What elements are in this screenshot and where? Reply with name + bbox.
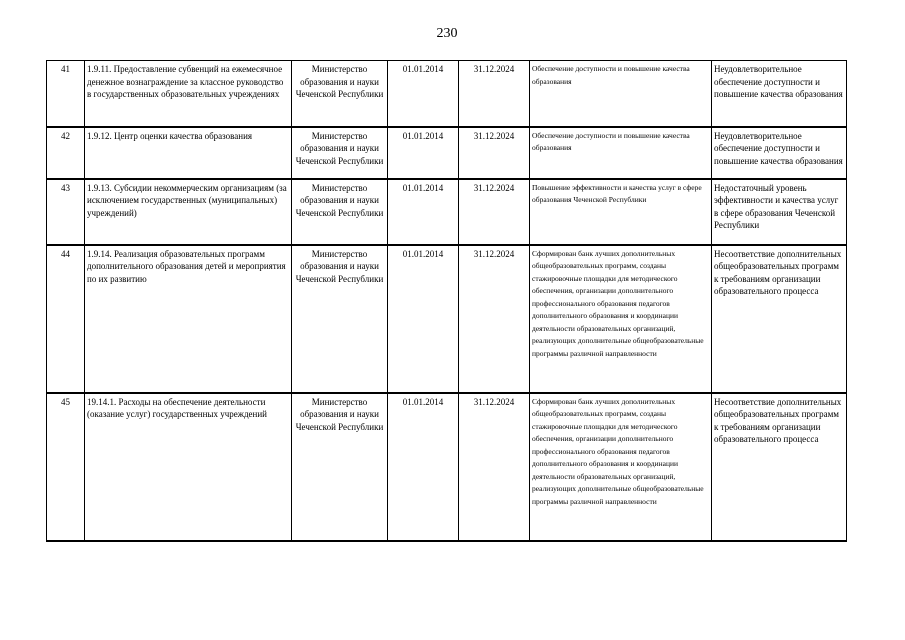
- row-number: 45: [47, 393, 85, 541]
- non-implementation-consequence: Недостаточный уровень эффективности и качества услуг в сфере образования Чеченской Республики: [712, 179, 847, 245]
- activity-name: 19.14.1. Расходы на обеспечение деятельности (оказание услуг) государственных учреждений: [85, 393, 292, 541]
- start-date: 01.01.2014: [388, 245, 459, 393]
- row-number: 42: [47, 127, 85, 179]
- responsible-executor: Министерство образования и науки Чеченской Республики: [292, 127, 388, 179]
- responsible-executor: Министерство образования и науки Чеченской Республики: [292, 61, 388, 127]
- table-row: [47, 393, 847, 541]
- row-number: 41: [47, 61, 85, 127]
- responsible-executor: Министерство образования и науки Чеченской Республики: [292, 179, 388, 245]
- start-date: 01.01.2014: [388, 127, 459, 179]
- expected-result: Сформирован банк лучших дополнительных общеобразовательных программ, созданы стажировочные площадки для методического обеспечения, организации дополнительного профессионального образования педагогов дополнительного образования и координации деятельности образовательных организаций, реализующих дополнительные общеобразовательные программы различной направленности: [530, 245, 712, 393]
- non-implementation-consequence: Неудовлетворительное обеспечение доступности и повышение качества образования: [712, 127, 847, 179]
- row-number: 44: [47, 245, 85, 393]
- expected-result: Обеспечение доступности и повышение качества образования: [530, 127, 712, 179]
- program-activities-table: [46, 60, 847, 542]
- activity-name: 1.9.13. Субсидии некоммерческим организациям (за исключением государственных (муниципальных) учреждений): [85, 179, 292, 245]
- start-date: 01.01.2014: [388, 61, 459, 127]
- table-row: [47, 179, 847, 245]
- activity-name: 1.9.14. Реализация образовательных программ дополнительного образования детей и мероприятия по их развитию: [85, 245, 292, 393]
- non-implementation-consequence: Неудовлетворительное обеспечение доступности и повышение качества образования: [712, 61, 847, 127]
- end-date: 31.12.2024: [459, 127, 530, 179]
- end-date: 31.12.2024: [459, 179, 530, 245]
- table-row: [47, 61, 847, 127]
- non-implementation-consequence: Несоответствие дополнительных общеобразовательных программ к требованиям организации образовательного процесса: [712, 245, 847, 393]
- responsible-executor: Министерство образования и науки Чеченской Республики: [292, 393, 388, 541]
- expected-result: Сформирован банк лучших дополнительных общеобразовательных программ, созданы стажировочные площадки для методического обеспечения, организации дополнительного профессионального образования педагогов дополнительного образования и координации деятельности образовательных организаций, реализующих дополнительные общеобразовательные программы различной направленности: [530, 393, 712, 541]
- table-row: [47, 245, 847, 393]
- start-date: 01.01.2014: [388, 179, 459, 245]
- expected-result: Повышение эффективности и качества услуг в сфере образования Чеченской Республики: [530, 179, 712, 245]
- page-number: 230: [436, 26, 458, 41]
- activity-name: 1.9.11. Предоставление субвенций на ежемесячное денежное вознаграждение за классное руководство в государственных образовательных учреждениях: [85, 61, 292, 127]
- end-date: 31.12.2024: [459, 61, 530, 127]
- non-implementation-consequence: Несоответствие дополнительных общеобразовательных программ к требованиям организации образовательного процесса: [712, 393, 847, 541]
- table-row: [47, 127, 847, 179]
- expected-result: Обеспечение доступности и повышение качества образования: [530, 61, 712, 127]
- activity-name: 1.9.12. Центр оценки качества образования: [85, 127, 292, 179]
- end-date: 31.12.2024: [459, 393, 530, 541]
- responsible-executor: Министерство образования и науки Чеченской Республики: [292, 245, 388, 393]
- end-date: 31.12.2024: [459, 245, 530, 393]
- row-number: 43: [47, 179, 85, 245]
- start-date: 01.01.2014: [388, 393, 459, 541]
